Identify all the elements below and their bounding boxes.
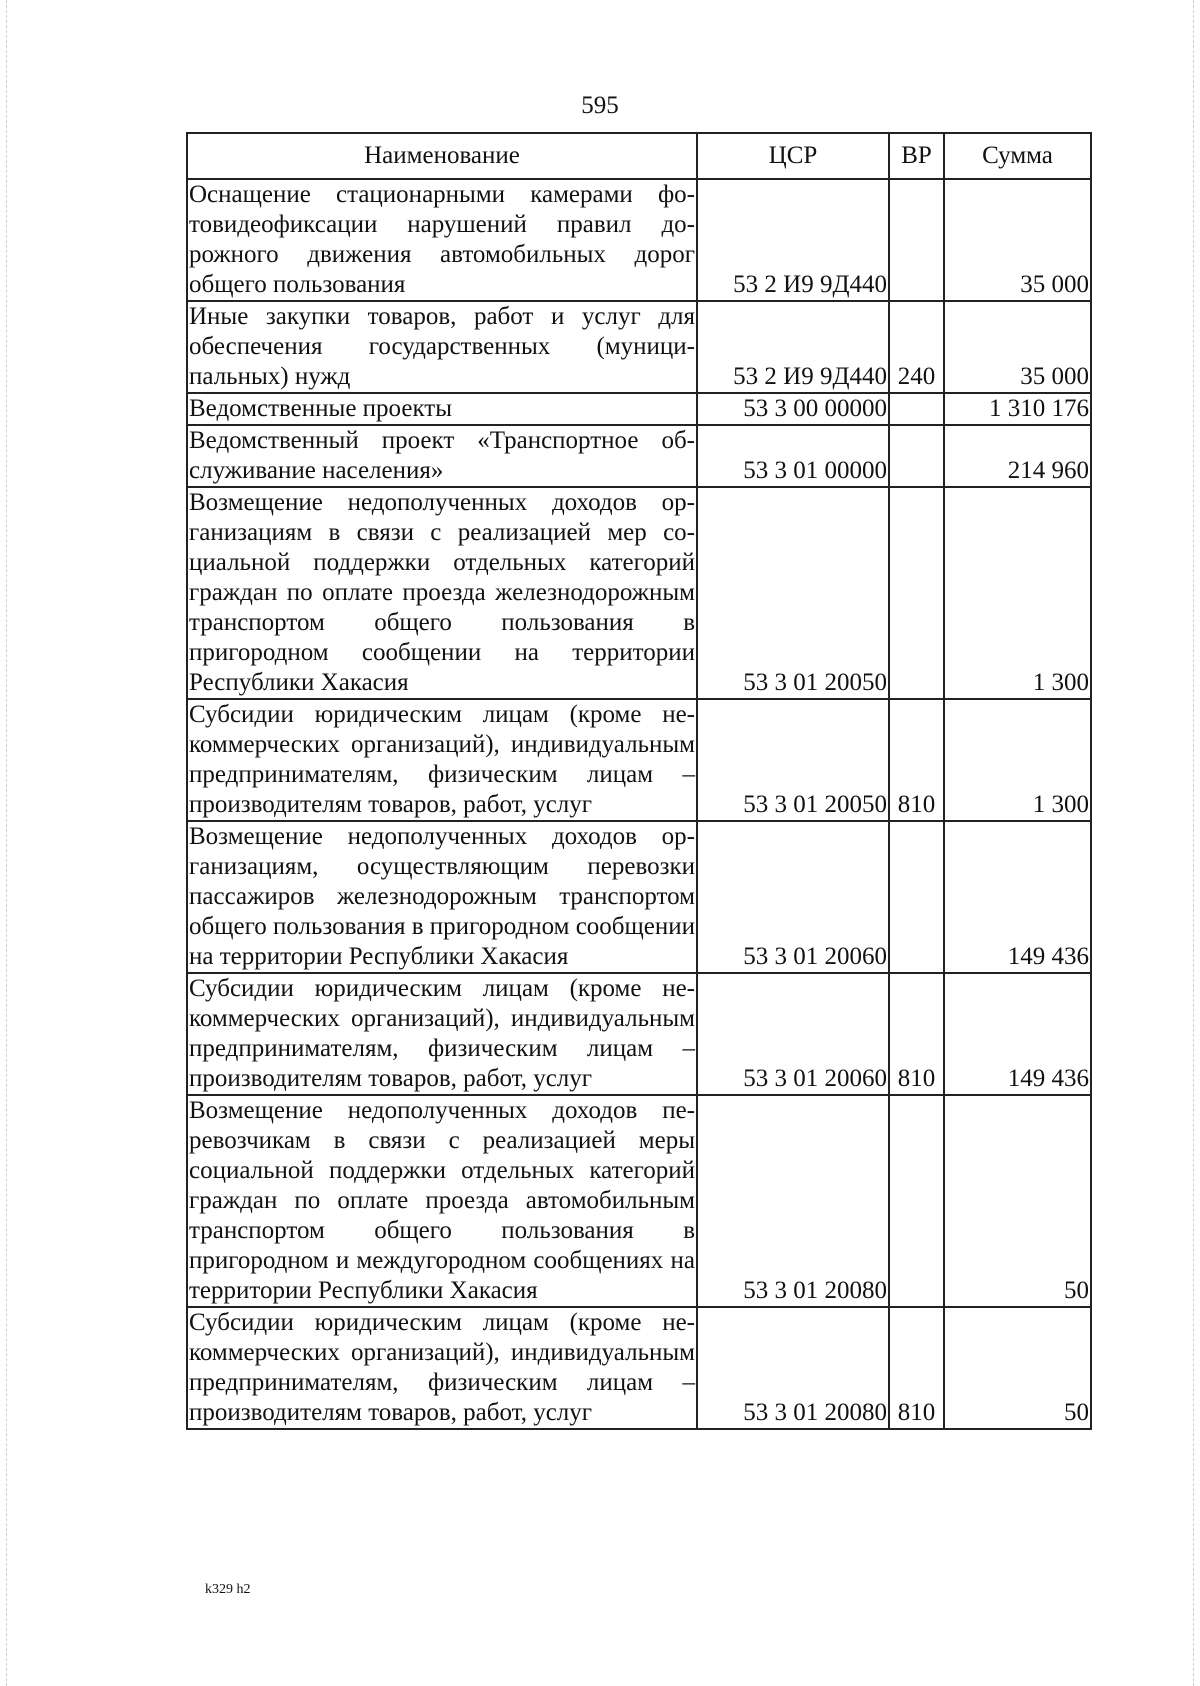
row-vr: 810 [889, 973, 944, 1095]
table-row [187, 1307, 1091, 1429]
row-csr: 53 3 01 20080 [697, 1095, 889, 1307]
row-sum: 1 300 [944, 699, 1091, 821]
row-csr: 53 2 И9 9Д440 [697, 301, 889, 393]
row-sum: 149 436 [944, 973, 1091, 1095]
row-sum: 214 960 [944, 425, 1091, 487]
row-vr: 240 [889, 301, 944, 393]
table-header [187, 133, 1091, 179]
scan-right-edge [1193, 0, 1194, 1686]
header-row [187, 133, 1091, 179]
row-sum: 50 [944, 1095, 1091, 1307]
row-csr: 53 3 00 00000 [697, 393, 889, 425]
row-name: Возмещение недополученных доходов организациям в связи с реализацией мер социальной поддержки отдельных категорий граждан по оплате проезда железнодорожным транспортом общего пользования в пригородном сообщении на территории Республики Хакасия [187, 487, 697, 699]
row-name: Ведомственный проект «Транспортное обслуживание населения» [187, 425, 697, 487]
page-number: 595 [581, 92, 619, 119]
row-sum: 149 436 [944, 821, 1091, 973]
row-name: Субсидии юридическим лицам (кроме некоммерческих организаций), индивидуальным предпринимателям, физическим лицам – производителям товаров, работ, услуг [187, 973, 697, 1095]
row-csr: 53 3 01 20080 [697, 1307, 889, 1429]
row-sum: 50 [944, 1307, 1091, 1429]
row-vr [889, 821, 944, 973]
header-csr: ЦСР [697, 133, 889, 179]
row-vr [889, 425, 944, 487]
row-sum: 35 000 [944, 179, 1091, 301]
row-name: Субсидии юридическим лицам (кроме некоммерческих организаций), индивидуальным предпринимателям, физическим лицам – производителям товаров, работ, услуг [187, 699, 697, 821]
table-row [187, 487, 1091, 699]
table-row [187, 301, 1091, 393]
table-row [187, 973, 1091, 1095]
row-vr [889, 393, 944, 425]
row-name: Оснащение стационарными камерами фотовидеофиксации нарушений правил дорожного движения автомобильных дорог общего пользования [187, 179, 697, 301]
table-body [187, 179, 1091, 1429]
table-row [187, 1095, 1091, 1307]
table-row [187, 179, 1091, 301]
row-vr [889, 179, 944, 301]
table-row [187, 699, 1091, 821]
header-sum: Сумма [944, 133, 1091, 179]
row-vr: 810 [889, 1307, 944, 1429]
budget-table [186, 132, 1092, 1430]
row-csr: 53 2 И9 9Д440 [697, 179, 889, 301]
row-csr: 53 3 01 00000 [697, 425, 889, 487]
row-name: Субсидии юридическим лицам (кроме некоммерческих организаций), индивидуальным предпринимателям, физическим лицам – производителям товаров, работ, услуг [187, 1307, 697, 1429]
header-vr: ВР [889, 133, 944, 179]
row-csr: 53 3 01 20060 [697, 821, 889, 973]
footer-document-code: k329 h2 [205, 1582, 251, 1597]
header-name: Наименование [187, 133, 697, 179]
row-sum: 1 300 [944, 487, 1091, 699]
row-name: Ведомственные проекты [187, 393, 697, 425]
row-name: Иные закупки товаров, работ и услуг для обеспечения государственных (муниципальных) нужд [187, 301, 697, 393]
table-row [187, 393, 1091, 425]
table-row [187, 425, 1091, 487]
row-vr [889, 487, 944, 699]
table-row [187, 821, 1091, 973]
row-sum: 1 310 176 [944, 393, 1091, 425]
row-csr: 53 3 01 20060 [697, 973, 889, 1095]
row-vr: 810 [889, 699, 944, 821]
row-name: Возмещение недополученных доходов перевозчикам в связи с реализацией меры социальной поддержки отдельных категорий граждан по оплате проезда автомобильным транспортом общего пользования в пригородном и междугородном сообщениях на территории Республики Хакасия [187, 1095, 697, 1307]
row-csr: 53 3 01 20050 [697, 487, 889, 699]
row-csr: 53 3 01 20050 [697, 699, 889, 821]
row-sum: 35 000 [944, 301, 1091, 393]
scan-left-edge [6, 0, 7, 1686]
row-vr [889, 1095, 944, 1307]
row-name: Возмещение недополученных доходов организациям, осуществляющим перевозки пассажиров железнодорожным транспортом общего пользования в пригородном сообщении на территории Республики Хакасия [187, 821, 697, 973]
